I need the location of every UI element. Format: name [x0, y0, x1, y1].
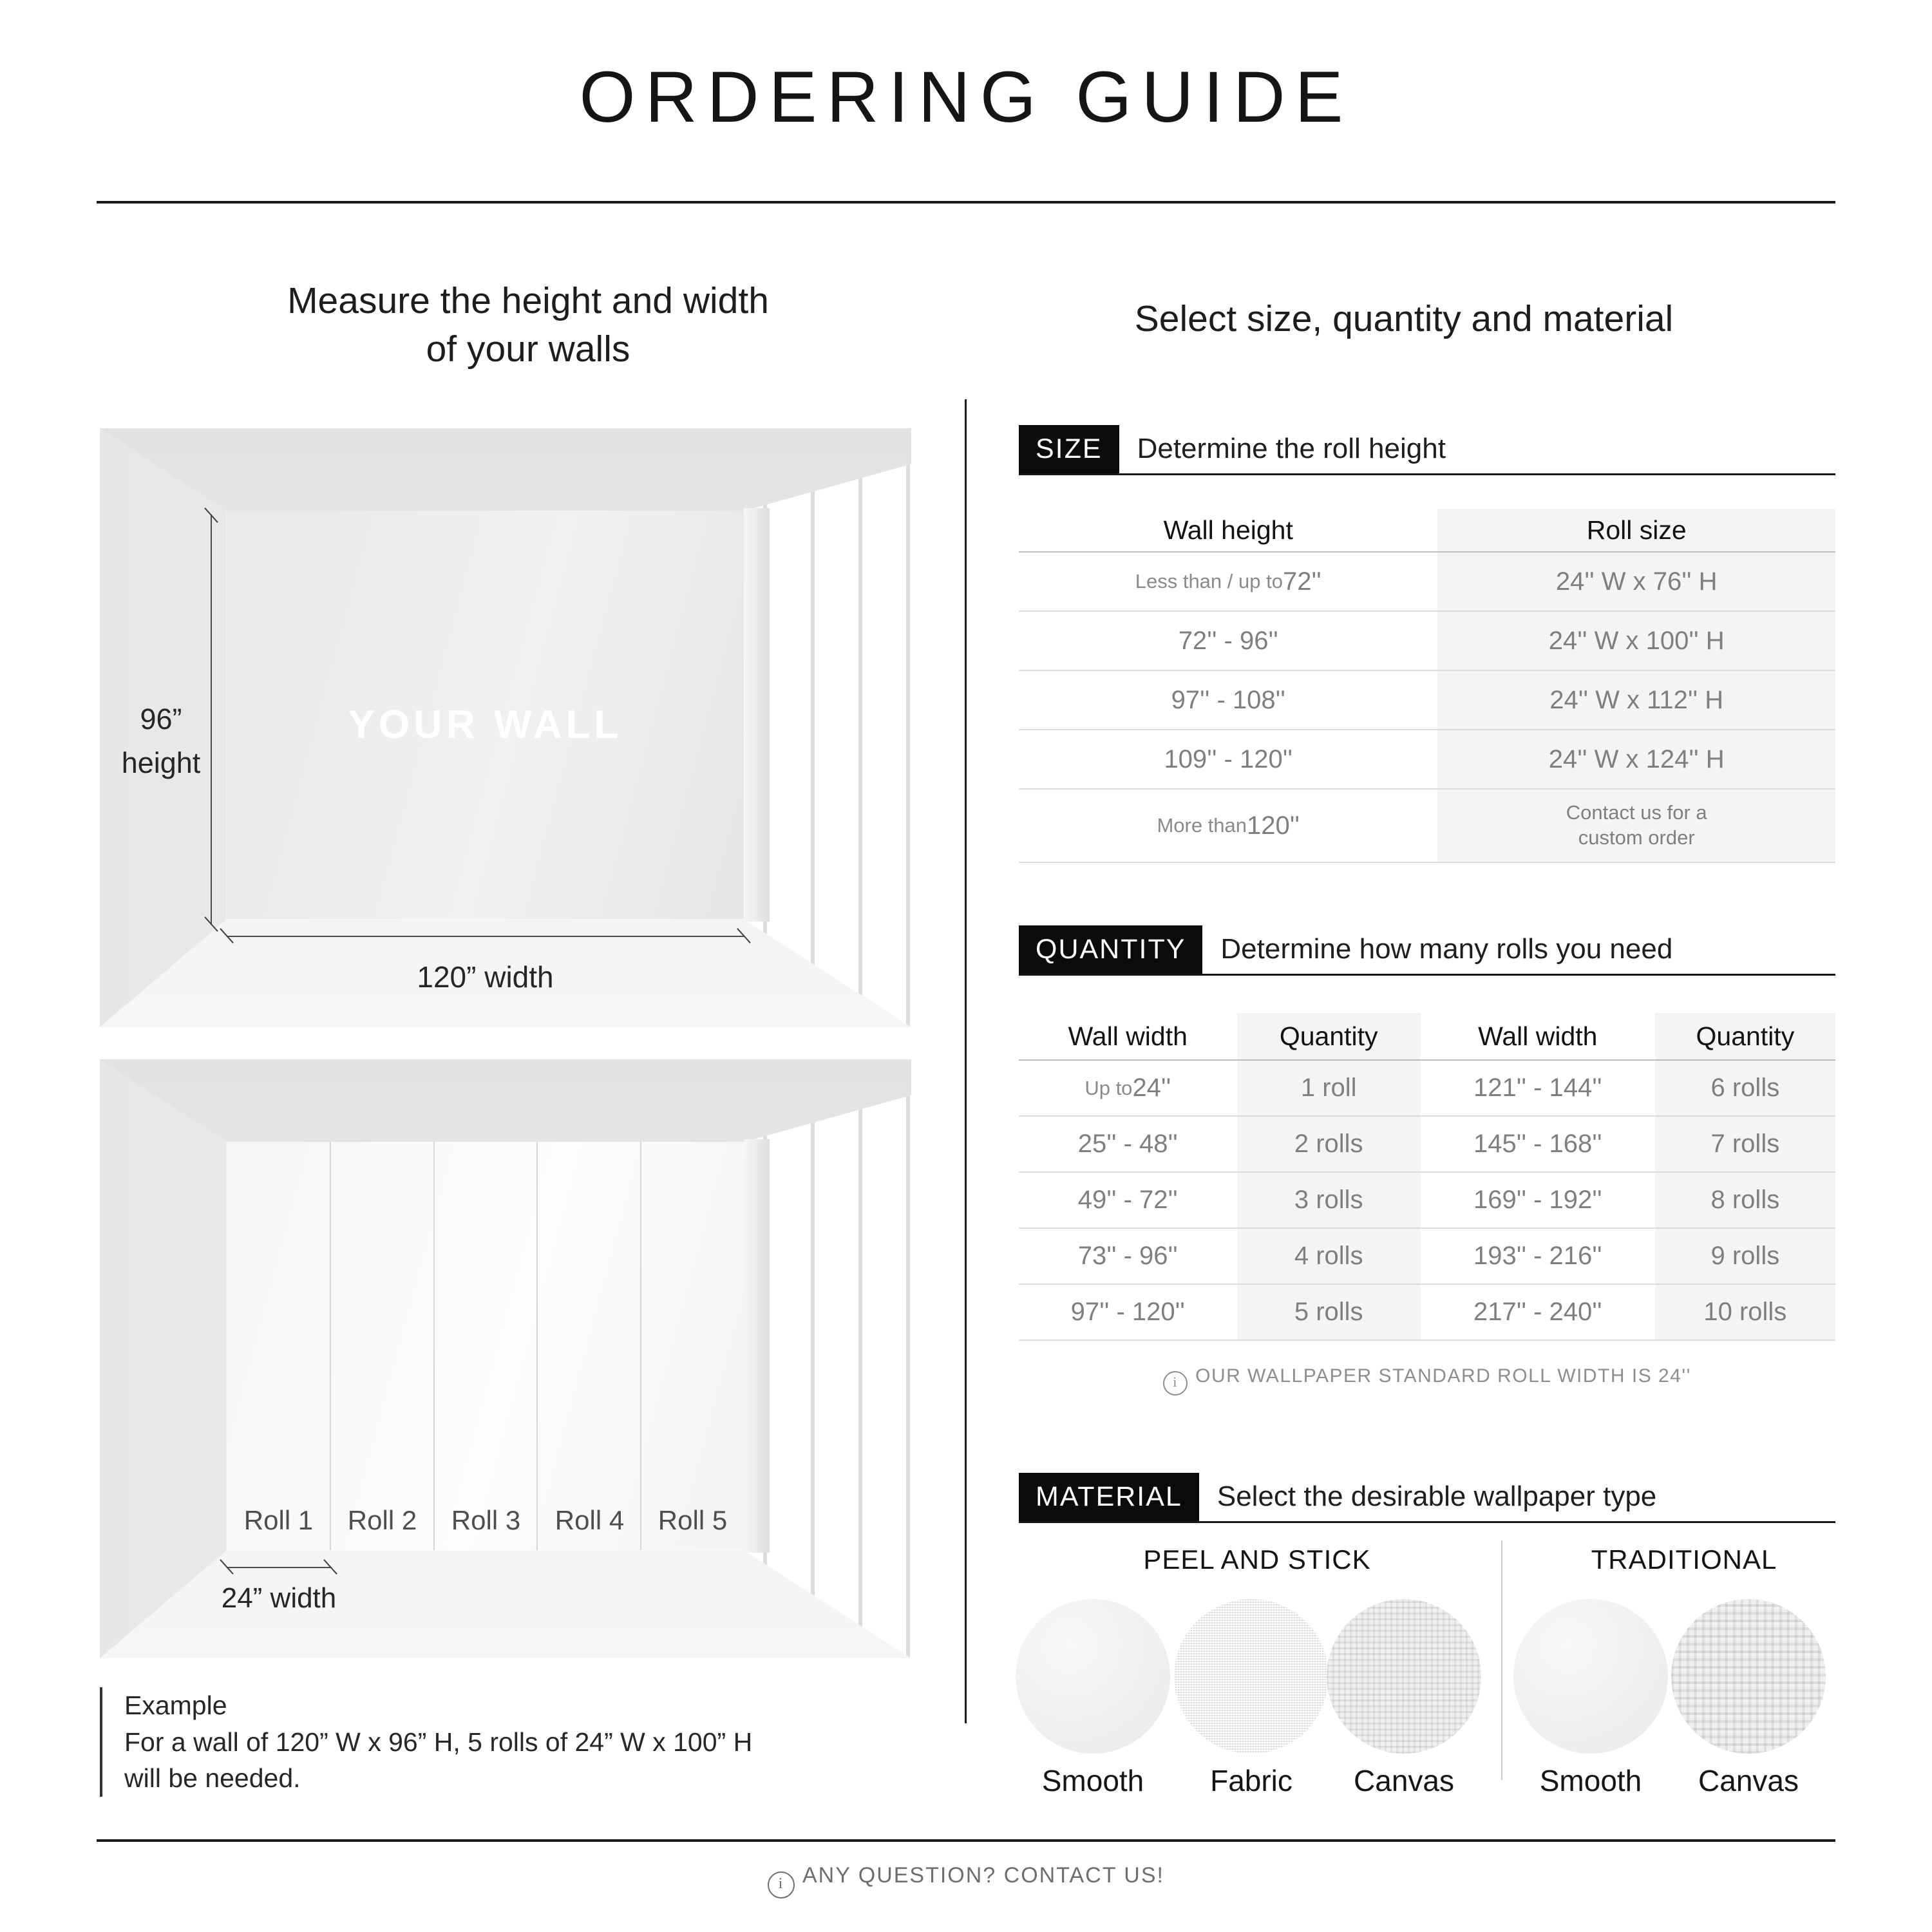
column-header: Roll size [1437, 509, 1835, 551]
column-header: Quantity [1655, 1013, 1835, 1059]
quantity-cell [1655, 1173, 1835, 1227]
cell-value: 72'' - 96'' [1178, 626, 1278, 655]
page-title: ORDERING GUIDE [579, 57, 1353, 137]
cell-value: 72'' [1282, 567, 1321, 596]
height-value: 96” [140, 703, 182, 735]
note-text: OUR WALLPAPER STANDARD ROLL WIDTH IS 24'' [1195, 1365, 1691, 1387]
table-row [1019, 1229, 1835, 1285]
swatch-label: Smooth [1539, 1764, 1642, 1797]
quantity-cell [1655, 1061, 1835, 1115]
select-size-heading: Select size, quantity and material [1134, 298, 1674, 339]
cell-value: 7 rolls [1710, 1130, 1780, 1158]
example-block [100, 1687, 968, 1797]
table-row [1019, 730, 1835, 790]
roll-label: Roll 5 [658, 1505, 728, 1535]
material-subtitle: Select the desirable wallpaper type [1217, 1481, 1657, 1512]
cell-value: 121'' - 144'' [1473, 1074, 1602, 1102]
swatch-smooth [1513, 1599, 1668, 1754]
table-row [1019, 1173, 1835, 1229]
cell-value: 9 rolls [1710, 1242, 1780, 1270]
cell-value: 3 rolls [1294, 1186, 1363, 1214]
size-table [1019, 509, 1835, 863]
wall-width-cell [1019, 1117, 1237, 1171]
width-measure-line [227, 936, 744, 937]
material-group-divider [1501, 1540, 1502, 1780]
quantity-table-header-row [1019, 1013, 1835, 1061]
wall-width-cell [1421, 1229, 1655, 1283]
roll-width-note [1019, 1365, 1835, 1396]
material-group-peel-and-stick: PEEL AND STICK [1143, 1544, 1371, 1575]
table-row [1019, 1061, 1835, 1117]
info-icon: i [768, 1871, 795, 1899]
roll-strip-divider [330, 1142, 331, 1550]
wall-width-cell [1421, 1285, 1655, 1340]
height-word: height [121, 746, 201, 779]
top-divider-line [97, 201, 1835, 204]
example-heading: Example [124, 1690, 227, 1720]
wall-width-cell [1019, 1229, 1237, 1283]
quantity-badge: QUANTITY [1019, 925, 1202, 974]
cell-prefix: Less than / up to [1135, 570, 1283, 592]
heading-line: Measure the height and width [287, 280, 769, 321]
wall-width-cell [1019, 1061, 1237, 1115]
roll-size-cell [1437, 730, 1835, 788]
cell-value: 145'' - 168'' [1473, 1130, 1602, 1158]
quantity-cell [1237, 1285, 1421, 1340]
footer-text: ANY QUESTION? CONTACT US! [802, 1863, 1164, 1888]
quantity-cell [1237, 1229, 1421, 1283]
wall-height-cell [1019, 790, 1437, 862]
cell-value: 169'' - 192'' [1473, 1186, 1602, 1214]
roll-label: Roll 3 [451, 1505, 521, 1535]
cell-value: 97'' - 120'' [1070, 1298, 1185, 1326]
column-header: Quantity [1237, 1013, 1421, 1059]
example-line: For a wall of 120” W x 96” H, 5 rolls of 24” W x 100” H [124, 1727, 753, 1757]
cell-value: 24'' W x 112'' H [1549, 685, 1724, 714]
room-back-wall [227, 1142, 744, 1550]
cell-value: 4 rolls [1294, 1242, 1363, 1270]
quantity-cell [1655, 1229, 1835, 1283]
table-row [1019, 612, 1835, 671]
wall-height-cell [1019, 730, 1437, 788]
roll-strip-divider [536, 1142, 538, 1550]
cell-value: 10 rolls [1703, 1298, 1787, 1326]
measure-walls-heading [129, 277, 927, 374]
swatch-canvas [1327, 1599, 1481, 1754]
column-divider-line [965, 399, 967, 1723]
swatch-fabric [1174, 1599, 1329, 1754]
size-subtitle: Determine the roll height [1137, 433, 1446, 464]
cell-value: 1 roll [1300, 1074, 1357, 1102]
size-section-header [1019, 421, 1835, 475]
column-header: Wall width [1068, 1021, 1188, 1051]
wall-width-cell [1421, 1061, 1655, 1115]
roll-strip-divider [640, 1142, 641, 1550]
material-section-header [1019, 1468, 1835, 1523]
swatch-label: Smooth [1041, 1764, 1144, 1797]
room-illustration-measure [100, 428, 911, 1027]
wall-height-cell [1019, 553, 1437, 611]
cell-value: 6 rolls [1710, 1074, 1780, 1102]
wall-width-cell [1019, 1173, 1237, 1227]
roll-size-cell [1437, 790, 1835, 862]
example-line: will be needed. [124, 1763, 301, 1794]
cell-value: 25'' - 48'' [1077, 1130, 1178, 1158]
cell-value: 73'' - 96'' [1077, 1242, 1178, 1270]
quantity-cell [1237, 1061, 1421, 1115]
quantity-cell [1655, 1117, 1835, 1171]
cell-value: 24'' W x 76'' H [1555, 567, 1718, 596]
room-window-pillar [744, 508, 770, 922]
table-row [1019, 671, 1835, 730]
cell-value: 24'' [1132, 1074, 1171, 1102]
swatch-canvas [1671, 1599, 1826, 1754]
cell-value: 49'' - 72'' [1077, 1186, 1178, 1214]
roll-width-measure-line [227, 1567, 330, 1568]
quantity-section-header [1019, 921, 1835, 976]
material-group-traditional: TRADITIONAL [1591, 1544, 1777, 1575]
table-row [1019, 1285, 1835, 1341]
cell-prefix: Up to [1084, 1076, 1133, 1099]
swatch-label: Canvas [1698, 1764, 1799, 1797]
size-table-header-row [1019, 509, 1835, 553]
swatch-label: Canvas [1354, 1764, 1454, 1797]
table-row [1019, 790, 1835, 863]
wall-width-cell [1421, 1117, 1655, 1171]
roll-label: Roll 2 [347, 1505, 417, 1535]
roll-size-cell [1437, 553, 1835, 611]
quantity-subtitle: Determine how many rolls you need [1220, 933, 1673, 965]
quantity-table [1019, 1013, 1835, 1341]
cell-value: 24'' W x 100'' H [1548, 626, 1725, 655]
info-icon: i [1163, 1371, 1188, 1396]
size-badge: SIZE [1019, 425, 1119, 473]
cell-prefix: More than [1157, 814, 1247, 837]
cell-value: 97'' - 108'' [1171, 685, 1285, 714]
wall-height-cell [1019, 671, 1437, 729]
wall-width-cell [1019, 1285, 1237, 1340]
column-header: Wall width [1478, 1021, 1598, 1051]
cell-value: 120'' [1247, 811, 1300, 840]
roll-strip-divider [433, 1142, 435, 1550]
cell-value: 193'' - 216'' [1473, 1242, 1602, 1270]
quantity-cell [1237, 1173, 1421, 1227]
quantity-cell [1655, 1285, 1835, 1340]
footer-divider-line [97, 1839, 1835, 1842]
cell-value: 2 rolls [1294, 1130, 1363, 1158]
table-row [1019, 1117, 1835, 1173]
cell-value: Contact us for a [1566, 801, 1707, 824]
roll-width-label: 24” width [221, 1582, 337, 1614]
roll-size-cell [1437, 671, 1835, 729]
width-label: 120” width [417, 960, 554, 994]
cell-value: 24'' W x 124'' H [1548, 744, 1725, 773]
roll-size-cell [1437, 612, 1835, 670]
your-wall-label: YOUR WALL [348, 703, 623, 747]
cell-value: 5 rolls [1294, 1298, 1363, 1326]
footer-contact [0, 1863, 1932, 1899]
swatch-label: Fabric [1210, 1764, 1293, 1797]
quantity-cell [1237, 1117, 1421, 1171]
cell-value: custom order [1578, 826, 1695, 849]
material-badge: MATERIAL [1019, 1473, 1199, 1521]
column-header: Wall height [1163, 515, 1293, 545]
wall-height-cell [1019, 612, 1437, 670]
table-row [1019, 553, 1835, 612]
wall-width-cell [1421, 1173, 1655, 1227]
room-illustration-rolls [100, 1059, 911, 1658]
room-window-pillar [744, 1139, 770, 1553]
cell-value: 8 rolls [1710, 1186, 1780, 1214]
cell-value: 217'' - 240'' [1473, 1298, 1602, 1326]
height-label [106, 697, 216, 784]
roll-label: Roll 4 [554, 1505, 625, 1535]
roll-label: Roll 1 [243, 1505, 314, 1535]
cell-value: 109'' - 120'' [1164, 744, 1293, 773]
swatch-smooth [1016, 1599, 1170, 1754]
heading-line: of your walls [426, 328, 630, 370]
